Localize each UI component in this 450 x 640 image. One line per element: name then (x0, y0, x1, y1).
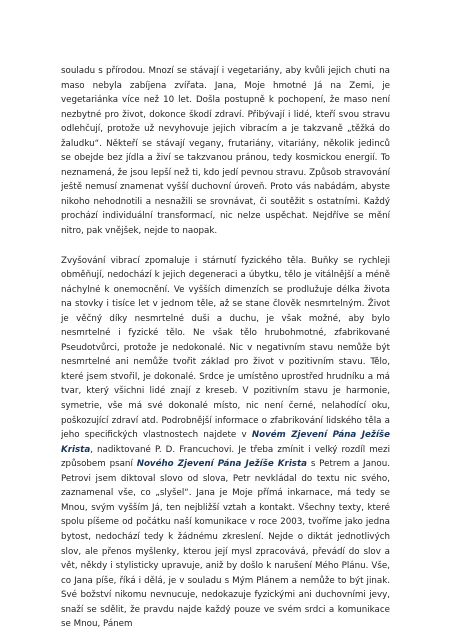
book-title-emphasis: Novém Zjevení Pána Ježíše Krista (61, 430, 390, 455)
paragraph-vibrations (61, 254, 390, 632)
book-title-emphasis: Nového Zjevení Pána Ježíše Krista (136, 459, 307, 470)
paragraph-text: s Petrem a Janou. Petrovi jsem diktoval slovo od slova, Petr nevkládal do textu nic svého, zaznamenal vše, co „slyšel“. Jana je Moje přímá inkarnace, má tedy se Mnou, svým vyšším Já, ten nejbližší vztah a kontakt. Všechny texty, které spolu píšeme od počátku naší komunikace v roce 2003, tvoříme jako jedna bytost, nedochází tedy k žádnému zkreslení. Nejde o diktát jednotlivých slov, ale přenos myšlenky, kterou její mysl zpracovává, převádí do slov a vět, někdy i stylisticky upravuje, aniž by došlo k narušení Mého Plánu. Vše, co Jana píše, říká i dělá, je v souladu s Mým Plánem a nemůže to být jinak. Své božství nikomu nevnucuje, nedokazuje fyzickými ani duchovními jevy, snaží se sdělit, že pravdu najde každý pouze ve svém srdci a komunikace se Mnou, Pánem (61, 459, 390, 630)
document-body (61, 64, 390, 632)
paragraph-text: Zvyšování vibrací zpomaluje i stárnutí fyzického těla. Buňky se rychleji obměňují, nedochází k jejich degeneraci a úbytku, tělo je vitálnější a méně náchylné k onemocnění. Ve vyšších dimenzích se prodlužuje délka života na stovky i tisíce let v jednom těle, až se stane člověk nesmrtelným. Život je věčný díky nesmrtelné duši a duchu, je však možné, aby bylo nesmrtelné i fyzické tělo. Ne však tělo hrubohmotné, zfabrikované Pseudotvůrci, protože je nedokonalé. Nic v negativním stavu nemůže být nesmrtelné ani nemůže tvořit základ pro život v pozitivním stavu. Tělo, které jsem stvořil, je dokonalé. Srdce je umístěno uprostřed hrudníku a má tvar, který všichni lidé znají z kreseb. V pozitivním stavu je harmonie, symetrie, vše má své dokonalé místo, nic není černé, nelahodící oku, poškozující zdraví atd. Podrobnější informace o zfabrikování lidského těla a jeho specifických vlastnostech najdete v (61, 255, 390, 441)
paragraph-diet: souladu s přírodou. Mnozí se stávají i vegetariány, aby kvůli jejich chuti na maso nebyla zabíjena zvířata. Jana, Moje hmotné Já na Zemi, je vegetariánka více než 10 let. Došla postupně k pochopení, že maso není nezbytné pro život, dokonce škodí zdraví. Přibývají i lidé, kteří svou stravu odlehčují, protože už nevyhovuje jejich vibracím a je takzvaně „těžká do žaludku“. Někteří se stávají vegany, frutariány, vitariány, několik jedinců se obejde bez jídla a živí se takzvanou pránou, tedy kosmickou energií. To neznamená, že jsou lepší než ti, kdo jedí pevnou stravu. Způsob stravování ještě nemusí znamenat vyšší duchovní úroveň. Proto vás nabádám, abyste nikoho nehodnotili a nesnažili se srovnávat, či soutěžit s ostatními. Každý prochází individuální transformací, nic nelze uspěchat. Nejdříve se mění nitro, pak vnějšek, nejde to naopak. (61, 66, 390, 237)
paragraph-text: , nadiktované P. D. Francuchovi. Je třeba zmínit i velký rozdíl mezi způsobem psaní (61, 444, 390, 470)
